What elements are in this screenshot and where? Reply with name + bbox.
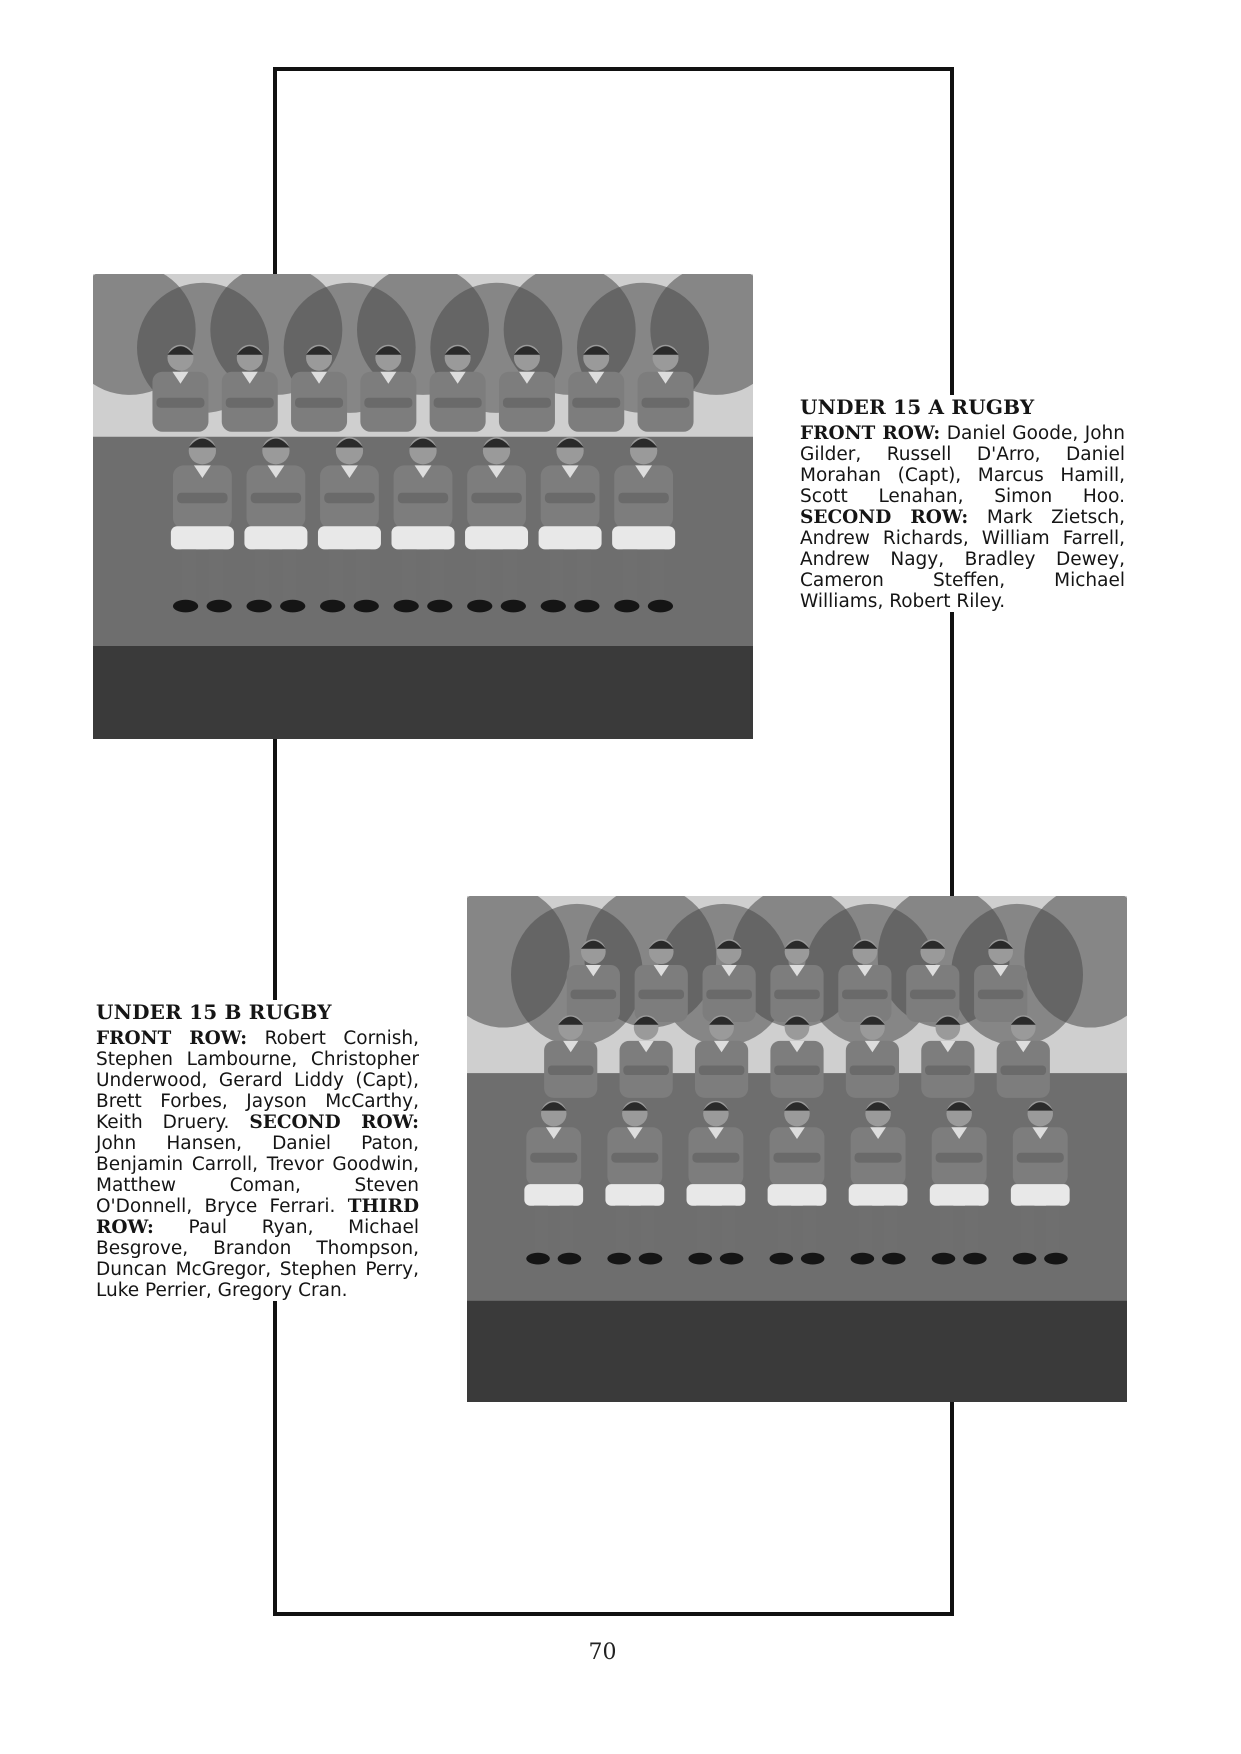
player-arms [572, 398, 620, 408]
player-arms [774, 990, 820, 1000]
roster-text [800, 423, 1125, 612]
player-sock [940, 1206, 954, 1255]
player-arms [850, 1066, 896, 1076]
player-arms [978, 990, 1024, 1000]
player-arms [611, 1153, 658, 1163]
team-photo-icon [93, 274, 753, 739]
section-heading: UNDER 15 B RUGBY [96, 1000, 332, 1024]
player-boot [280, 600, 305, 613]
player-sock [503, 549, 518, 602]
player-sock [641, 1206, 655, 1255]
player-arms [471, 493, 521, 504]
player-arms [936, 1153, 983, 1163]
player-sock [255, 549, 270, 602]
frame-bottom-line [273, 1612, 954, 1616]
player-sock [1046, 1206, 1060, 1255]
player-shorts [687, 1184, 746, 1206]
page-number: 70 [588, 1640, 617, 1665]
player-sock [777, 1206, 791, 1255]
player-arms [638, 990, 684, 1000]
player-arms [503, 398, 551, 408]
player-sock [803, 1206, 817, 1255]
player-sock [1021, 1206, 1035, 1255]
player-arms [295, 398, 343, 408]
player-arms [925, 1066, 971, 1076]
player-arms [1017, 1153, 1064, 1163]
roster-text [96, 1028, 419, 1301]
player-arms [642, 398, 690, 408]
photo-ground [93, 646, 753, 739]
player-arms [623, 1066, 669, 1076]
row-label: FRONT ROW: [800, 423, 941, 444]
player-shorts [318, 526, 381, 549]
player-boot [394, 600, 419, 613]
player-boot [648, 600, 673, 613]
player-boot [932, 1253, 956, 1265]
player-sock [696, 1206, 710, 1255]
player-boot [607, 1253, 631, 1265]
player-arms [530, 1153, 577, 1163]
player-sock [576, 549, 591, 602]
player-arms [398, 493, 448, 504]
player-sock [560, 1206, 574, 1255]
player-arms [364, 398, 412, 408]
player-arms [842, 990, 888, 1000]
player-boot [770, 1253, 794, 1265]
player-boot [427, 600, 452, 613]
player-boot [501, 600, 526, 613]
player-sock [328, 549, 343, 602]
player-sock [615, 1206, 629, 1255]
row-label: SECOND ROW: [800, 507, 969, 528]
team-photo-icon [467, 896, 1127, 1402]
player-boot [173, 600, 198, 613]
player-sock [858, 1206, 872, 1255]
player-sock [181, 549, 196, 602]
player-boot [1044, 1253, 1068, 1265]
player-shorts [244, 526, 307, 549]
player-boot [207, 600, 232, 613]
player-sock [549, 549, 564, 602]
player-arms [548, 1066, 594, 1076]
player-shorts [930, 1184, 989, 1206]
player-arms [226, 398, 274, 408]
player-sock [623, 549, 638, 602]
row-names: Robert Cornish, Stephen Lambourne, Christopher Underwood, Gerard Liddy (Capt), Brett Forbes, Jayson McCarthy, Keith Druery. [96, 1028, 419, 1133]
player-sock [429, 549, 444, 602]
row-names: John Hansen, Daniel Paton, Benjamin Carroll, Trevor Goodwin, Matthew Coman, Steven O'Donnell, Bryce Ferrari. [96, 1133, 419, 1217]
player-boot [247, 600, 272, 613]
player-boot [320, 600, 345, 613]
player-boot [354, 600, 379, 613]
player-sock [209, 549, 224, 602]
player-shorts [171, 526, 234, 549]
player-boot [882, 1253, 906, 1265]
player-arms [1000, 1066, 1046, 1076]
player-arms [156, 398, 204, 408]
player-boot [574, 600, 599, 613]
player-arms [774, 1066, 820, 1076]
player-sock [650, 549, 665, 602]
under-15-a-team-photo [93, 274, 753, 739]
row-names: Paul Ryan, Michael Besgrove, Brandon Thompson, Duncan McGregor, Stephen Perry, Luke Perrier, Gregory Cran. [96, 1217, 419, 1301]
frame-top-line [273, 67, 954, 71]
row-label: SECOND ROW: [249, 1112, 419, 1133]
player-arms [699, 1066, 745, 1076]
player-arms [177, 493, 227, 504]
under-15-b-team-photo [467, 896, 1127, 1402]
player-boot [526, 1253, 550, 1265]
player-boot [720, 1253, 744, 1265]
player-sock [402, 549, 417, 602]
photo-ground [467, 1301, 1127, 1402]
player-boot [614, 600, 639, 613]
player-sock [282, 549, 297, 602]
player-arms [545, 493, 595, 504]
player-sock [356, 549, 371, 602]
section-heading: UNDER 15 A RUGBY [800, 395, 1035, 419]
player-arms [251, 493, 301, 504]
player-shorts [605, 1184, 664, 1206]
player-arms [618, 493, 668, 504]
player-arms [571, 990, 617, 1000]
player-shorts [1011, 1184, 1070, 1206]
row-label: THIRD ROW: [96, 1196, 420, 1238]
player-arms [692, 1153, 739, 1163]
player-sock [965, 1206, 979, 1255]
player-shorts [849, 1184, 908, 1206]
row-names: Daniel Goode, John Gilder, Russell D'Arro, Daniel Morahan (Capt), Marcus Hamill, Scott Lenahan, Simon Hoo. [800, 423, 1125, 507]
player-sock [476, 549, 491, 602]
player-shorts [539, 526, 602, 549]
player-boot [541, 600, 566, 613]
player-arms [773, 1153, 820, 1163]
player-sock [534, 1206, 548, 1255]
player-arms [706, 990, 752, 1000]
under-15-a-caption [800, 395, 1125, 612]
player-shorts [392, 526, 455, 549]
player-boot [801, 1253, 825, 1265]
under-15-b-caption [96, 1000, 419, 1301]
row-label: FRONT ROW: [96, 1028, 248, 1049]
player-boot [1013, 1253, 1037, 1265]
player-arms [434, 398, 482, 408]
player-shorts [524, 1184, 583, 1206]
player-arms [855, 1153, 902, 1163]
player-shorts [465, 526, 528, 549]
player-shorts [612, 526, 675, 549]
player-boot [963, 1253, 987, 1265]
player-arms [910, 990, 956, 1000]
player-sock [722, 1206, 736, 1255]
player-shorts [768, 1184, 827, 1206]
player-boot [558, 1253, 582, 1265]
player-boot [851, 1253, 875, 1265]
player-boot [639, 1253, 663, 1265]
player-sock [884, 1206, 898, 1255]
row-names: Mark Zietsch, Andrew Richards, William Farrell, Andrew Nagy, Bradley Dewey, Cameron Steffen, Michael Williams, Robert Riley. [800, 507, 1125, 612]
player-boot [467, 600, 492, 613]
player-arms [324, 493, 374, 504]
player-boot [688, 1253, 712, 1265]
